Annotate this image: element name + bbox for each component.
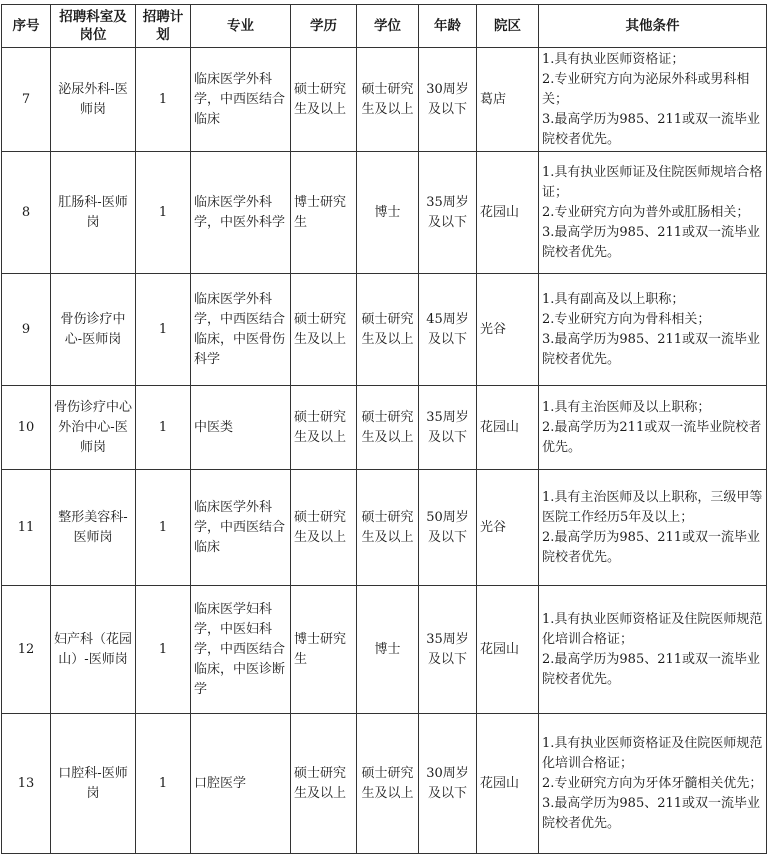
cell-age: 30周岁及以下 [419,48,477,152]
cell-edu: 硕士研究生及以上 [291,48,357,152]
cell-major: 临床医学外科学，中西医结合临床 [191,48,291,152]
condition-line: 1.具有主治医师及以上职称，三级甲等 医院工作经历5年及以上； [542,489,763,525]
cell-major: 临床医学外科学，中西医结合临床 [191,470,291,586]
header-campus: 院区 [477,5,539,48]
cell-no: 7 [2,48,51,152]
header-plan: 招聘计划 [136,5,191,48]
header-row [2,5,767,48]
cell-age: 35周岁及以下 [419,152,477,274]
cell-edu: 硕士研究生及以上 [291,274,357,386]
cell-major: 临床医学外科学，中医外科学 [191,152,291,274]
cell-campus: 花园山 [477,586,539,714]
table-row [2,586,767,714]
cell-dept: 妇产科（花园山）-医师岗 [51,586,136,714]
table-row [2,274,767,386]
cell-major: 临床医学外科学，中西医结合临床，中医骨伤科学 [191,274,291,386]
header-age: 年龄 [419,5,477,48]
condition-line: 2.专业研究方向为泌尿外科或男科相关； [542,71,750,107]
condition-line: 2.专业研究方向为牙体牙髓相关优先； [542,775,763,791]
cell-edu: 硕士研究生及以上 [291,386,357,470]
condition-line: 3.最高学历为985、211或双一流毕业院校者优先。 [542,111,761,147]
table-row [2,48,767,152]
cell-other [539,386,767,470]
cell-plan: 1 [136,152,191,274]
cell-no: 11 [2,470,51,586]
cell-other [539,714,767,854]
cell-campus: 光谷 [477,274,539,386]
condition-line: 3.最高学历为985、211或双一流毕业院校者优先。 [542,795,761,831]
cell-other [539,48,767,152]
cell-dept: 肛肠科-医师岗 [51,152,136,274]
table-row [2,470,767,586]
cell-age: 35周岁及以下 [419,586,477,714]
cell-plan: 1 [136,386,191,470]
cell-dept: 口腔科-医师岗 [51,714,136,854]
table-row [2,386,767,470]
cell-age: 35周岁及以下 [419,386,477,470]
cell-degree: 硕士研究生及以上 [357,48,419,152]
condition-line: 1.具有主治医师及以上职称； [542,399,711,415]
condition-line: 3.最高学历为985、211或双一流毕业院校者优先。 [542,331,761,367]
cell-other [539,470,767,586]
cell-no: 13 [2,714,51,854]
condition-line: 2.最高学历为985、211或双一流毕业院校者优先。 [542,651,761,687]
cell-plan: 1 [136,48,191,152]
cell-edu: 硕士研究生及以上 [291,470,357,586]
table-row [2,152,767,274]
cell-no: 9 [2,274,51,386]
header-no: 序号 [2,5,51,48]
cell-degree: 硕士研究生及以上 [357,714,419,854]
condition-line: 1.具有执业医师证及住院医师规培合格证； [542,164,763,200]
cell-other [539,274,767,386]
header-degree: 学位 [357,5,419,48]
cell-age: 45周岁及以下 [419,274,477,386]
cell-plan: 1 [136,274,191,386]
cell-dept: 整形美容科-医师岗 [51,470,136,586]
cell-major: 口腔医学 [191,714,291,854]
cell-edu: 硕士研究生及以上 [291,714,357,854]
cell-no: 8 [2,152,51,274]
condition-line: 3.最高学历为985、211或双一流毕业院校者优先。 [542,224,761,260]
cell-dept: 骨伤诊疗中心-医师岗 [51,274,136,386]
condition-line: 1.具有执业医师资格证； [542,51,685,67]
condition-line: 2.最高学历为985、211或双一流毕业院校者优先。 [542,529,761,565]
header-edu: 学历 [291,5,357,48]
cell-dept: 泌尿外科-医师岗 [51,48,136,152]
recruitment-table [1,4,767,854]
cell-dept: 骨伤诊疗中心外治中心-医师岗 [51,386,136,470]
cell-degree: 硕士研究生及以上 [357,386,419,470]
cell-edu: 博士研究生 [291,586,357,714]
condition-line: 1.具有副高及以上职称； [542,291,685,307]
condition-line: 1.具有执业医师资格证及住院医师规范化培训合格证； [542,611,763,647]
header-major: 专业 [191,5,291,48]
cell-other [539,586,767,714]
condition-line: 2.专业研究方向为普外或肛肠相关； [542,204,750,220]
cell-degree: 硕士研究生及以上 [357,470,419,586]
cell-major: 临床医学妇科学，中医妇科学，中西医结合临床，中医诊断学 [191,586,291,714]
cell-plan: 1 [136,714,191,854]
cell-plan: 1 [136,586,191,714]
cell-campus: 花园山 [477,714,539,854]
cell-degree: 博士 [357,586,419,714]
cell-age: 30周岁及以下 [419,714,477,854]
cell-no: 12 [2,586,51,714]
header-other: 其他条件 [539,5,767,48]
condition-line: 2.专业研究方向为骨科相关； [542,311,711,327]
cell-plan: 1 [136,470,191,586]
cell-campus: 花园山 [477,152,539,274]
cell-campus: 花园山 [477,386,539,470]
condition-line: 2.最高学历为211或双一流毕业院校者优先。 [542,419,762,455]
cell-major: 中医类 [191,386,291,470]
cell-degree: 博士 [357,152,419,274]
table-row [2,714,767,854]
cell-edu: 博士研究生 [291,152,357,274]
condition-line: 1.具有执业医师资格证及住院医师规范化培训合格证； [542,735,763,771]
cell-other [539,152,767,274]
header-dept: 招聘科室及岗位 [51,5,136,48]
cell-degree: 硕士研究生及以上 [357,274,419,386]
cell-no: 10 [2,386,51,470]
cell-age: 50周岁及以下 [419,470,477,586]
cell-campus: 葛店 [477,48,539,152]
cell-campus: 光谷 [477,470,539,586]
